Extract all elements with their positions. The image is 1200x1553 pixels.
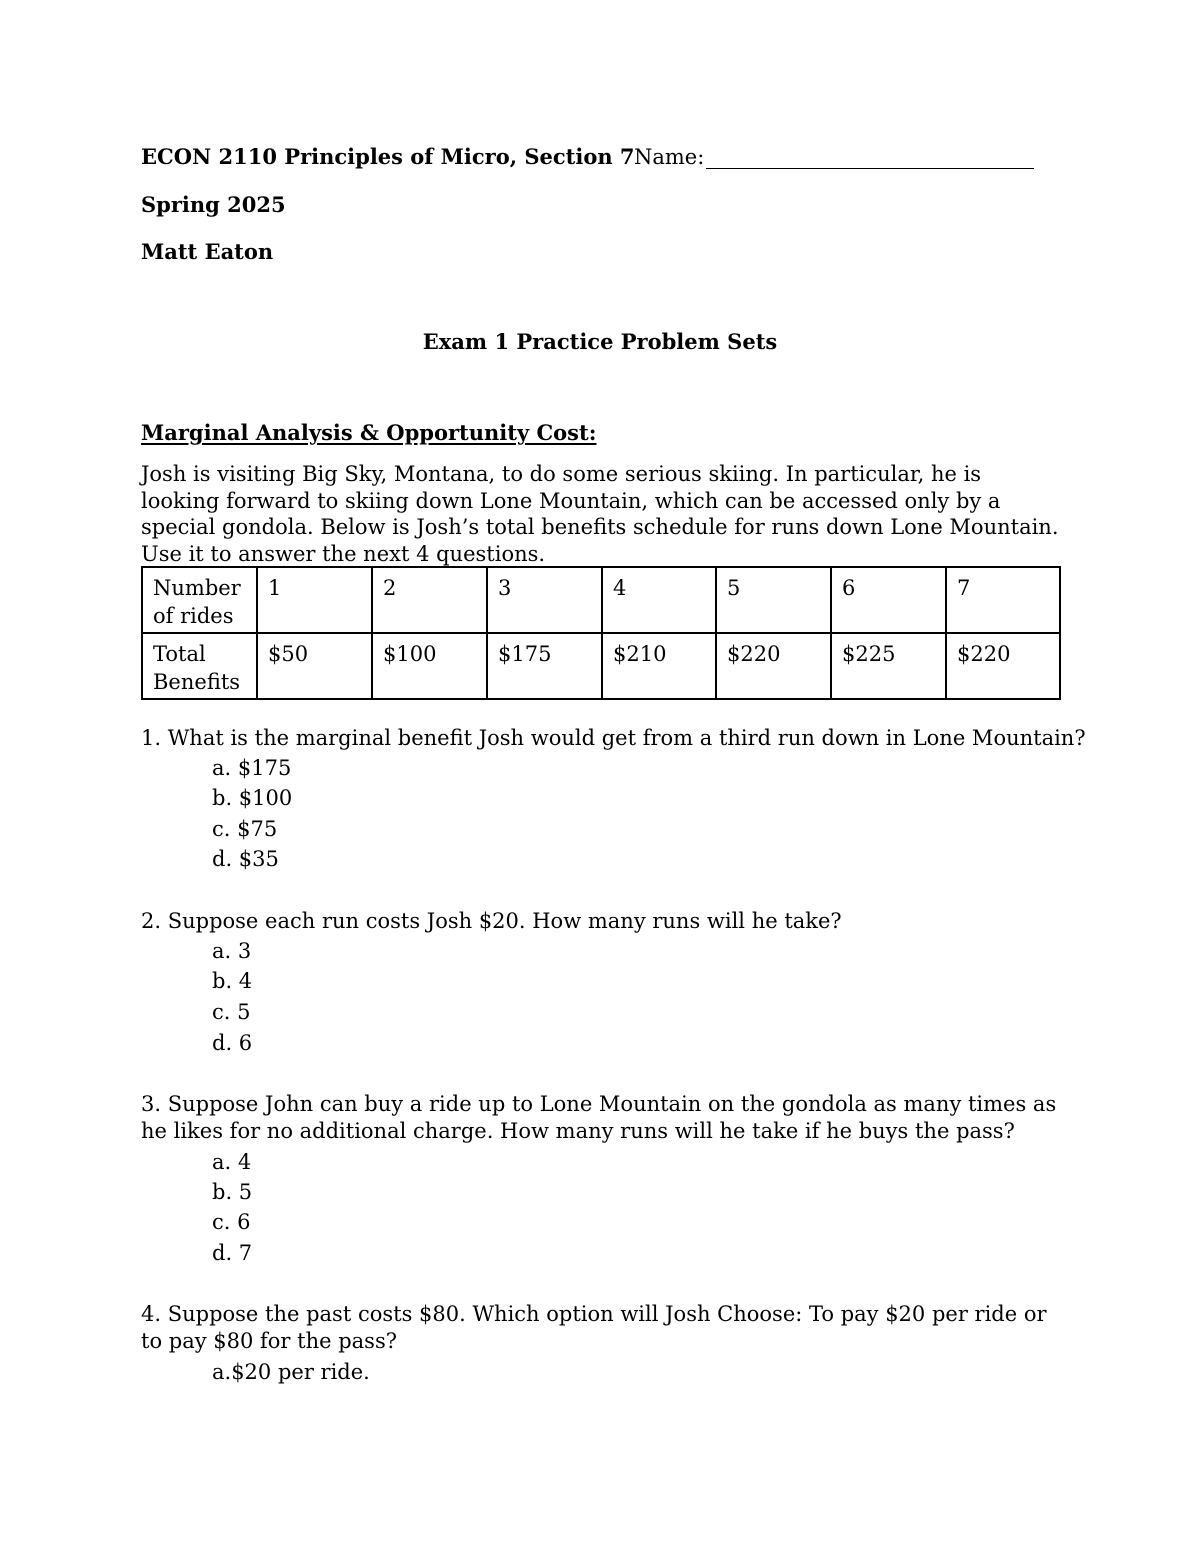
table-cell: $210: [602, 633, 716, 699]
option-1b: b. $100: [212, 786, 293, 810]
question-3: 3. Suppose John can buy a ride up to Lone Mountain on the gondola as many times as he likes for no additional charge. How many runs will he take if he buys the pass?: [141, 1092, 1057, 1143]
name-blank-line: [706, 168, 1034, 169]
table-cell: $220: [716, 633, 831, 699]
row-header-benefits: [142, 633, 257, 699]
instructor: Matt Eaton: [141, 239, 274, 264]
table-cell: $100: [372, 633, 487, 699]
question-1: 1. What is the marginal benefit Josh would get from a third run down in Lone Mountain?: [141, 726, 1086, 750]
option-4a: a.$20 per ride.: [212, 1360, 370, 1384]
section-heading: Marginal Analysis & Opportunity Cost:: [141, 420, 597, 445]
option-1d: d. $35: [212, 847, 279, 871]
question-2: 2. Suppose each run costs Josh $20. How many runs will he take?: [141, 909, 842, 933]
option-2c: c. 5: [212, 1000, 251, 1024]
course-title: ECON 2110 Principles of Micro, Section 7: [141, 144, 635, 169]
table-cell: $175: [487, 633, 602, 699]
table-cell: 6: [831, 567, 946, 633]
table-cell: $220: [946, 633, 1060, 699]
option-1c: c. $75: [212, 817, 278, 841]
row-header-rides: [142, 567, 257, 633]
table-cell: $225: [831, 633, 946, 699]
option-3a: a. 4: [212, 1150, 252, 1174]
table-cell: 1: [257, 567, 372, 633]
table-cell: 3: [487, 567, 602, 633]
option-3d: d. 7: [212, 1241, 253, 1265]
option-2b: b. 4: [212, 969, 253, 993]
table-cell: 5: [716, 567, 831, 633]
option-3c: c. 6: [212, 1210, 251, 1234]
table-row: [142, 633, 1060, 699]
option-3b: b. 5: [212, 1180, 253, 1204]
table-row: [142, 567, 1060, 633]
intro-paragraph: Josh is visiting Big Sky, Montana, to do some serious skiing. In particular, he is looking forward to skiing down Lone Mountain, which can be accessed only by a special gondola. Below is Josh’s total benefits schedule for runs down Lone Mountain. Use it to answer the next 4 questions.: [141, 462, 1059, 566]
term: Spring 2025: [141, 192, 286, 217]
option-2d: d. 6: [212, 1031, 253, 1055]
row-header-line: Benefits: [153, 670, 241, 694]
question-4: 4. Suppose the past costs $80. Which option will Josh Choose: To pay $20 per ride or to pay $80 for the pass?: [141, 1302, 1047, 1353]
name-label: Name:: [634, 145, 705, 169]
table-cell: 2: [372, 567, 487, 633]
row-header-line: Number: [153, 576, 241, 600]
option-1a: a. $175: [212, 756, 292, 780]
option-2a: a. 3: [212, 939, 252, 963]
table-cell: 4: [602, 567, 716, 633]
table-cell: $50: [257, 633, 372, 699]
page-title: Exam 1 Practice Problem Sets: [422, 329, 778, 354]
row-header-line: Total: [153, 642, 206, 666]
benefits-table: [141, 566, 1061, 700]
table-cell: 7: [946, 567, 1060, 633]
row-header-line: of rides: [153, 604, 234, 628]
